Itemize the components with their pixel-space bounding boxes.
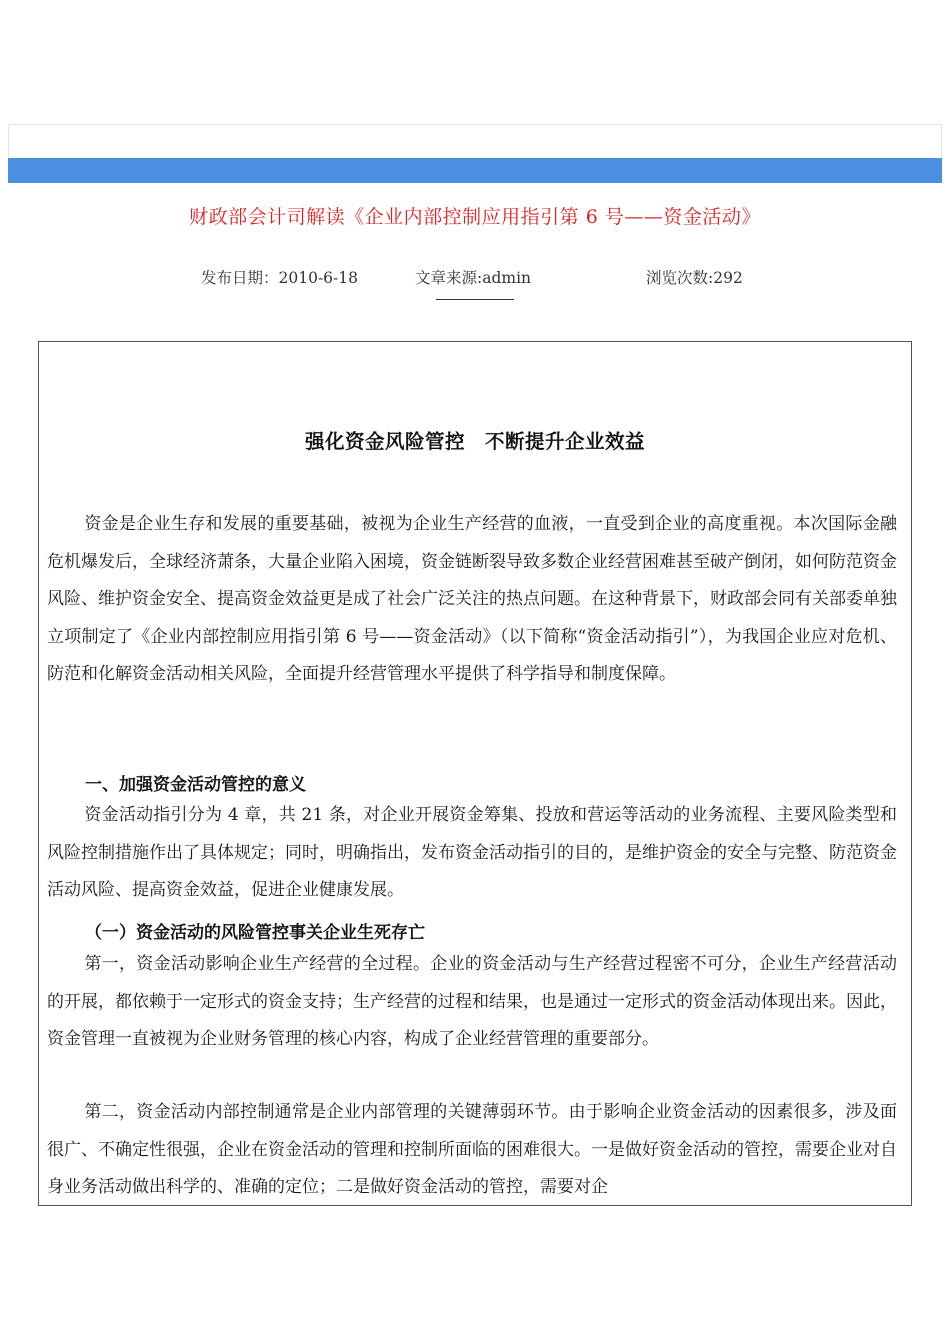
subsection-heading: （一）资金活动的风险管控事关企业生死存亡	[85, 923, 425, 943]
publish-date: 发布日期：2010-6-18	[201, 269, 359, 287]
subsection-paragraph-2: 第二，资金活动内部控制通常是企业内部管理的关键薄弱环节。由于影响企业资金活动的因素很多，涉及面很广、不确定性很强，企业在资金活动的管理和控制所面临的困难很大。一是做好资金活动的管控，需要企业对自身业务活动做出科学的、准确的定位；二是做好资金活动的管控，需要对企	[47, 1102, 897, 1197]
header-frame	[8, 124, 942, 158]
meta-divider	[436, 299, 514, 300]
intro-paragraph: 资金是企业生存和发展的重要基础，被视为企业生产经营的血液，一直受到企业的高度重视。本次国际金融危机爆发后，全球经济萧条，大量企业陷入困境，资金链断裂导致多数企业经营困难甚至破产倒闭，如何防范资金风险、维护资金安全、提高资金效益更是成了社会广泛关注的热点问题。在这种背景下，财政部会同有关部委单独立项制定了《企业内部控制应用指引第 6 号——资金活动》（以下简称“资金活动指引”），为我国企业应对危机、防范和化解资金活动相关风险，全面提升经营管理水平提供了科学指导和制度保障。	[47, 514, 897, 684]
header-bar	[8, 158, 942, 183]
section-heading: 一、加强资金活动管控的意义	[85, 775, 306, 795]
content-headline: 强化资金风险管控 不断提升企业效益	[304, 430, 645, 453]
subsection-paragraph-1: 第一，资金活动影响企业生产经营的全过程。企业的资金活动与生产经营过程密不可分，企业生产经营活动的开展，都依赖于一定形式的资金支持；生产经营的过程和结果，也是通过一定形式的资金活动体现出来。因此，资金管理一直被视为企业财务管理的核心内容，构成了企业经营管理的重要部分。	[47, 954, 897, 1049]
article-title: 财政部会计司解读《企业内部控制应用指引第 6 号——资金活动》	[189, 206, 761, 228]
article-body	[38, 341, 912, 1206]
view-count: 浏览次数:292	[646, 269, 743, 287]
section-paragraph: 资金活动指引分为 4 章，共 21 条，对企业开展资金筹集、投放和营运等活动的业务流程、主要风险类型和风险控制措施作出了具体规定；同时，明确指出，发布资金活动指引的目的，是维护资金的安全与完整、防范资金活动风险、提高资金效益，促进企业健康发展。	[47, 805, 897, 900]
article-source: 文章来源:admin	[415, 269, 532, 287]
